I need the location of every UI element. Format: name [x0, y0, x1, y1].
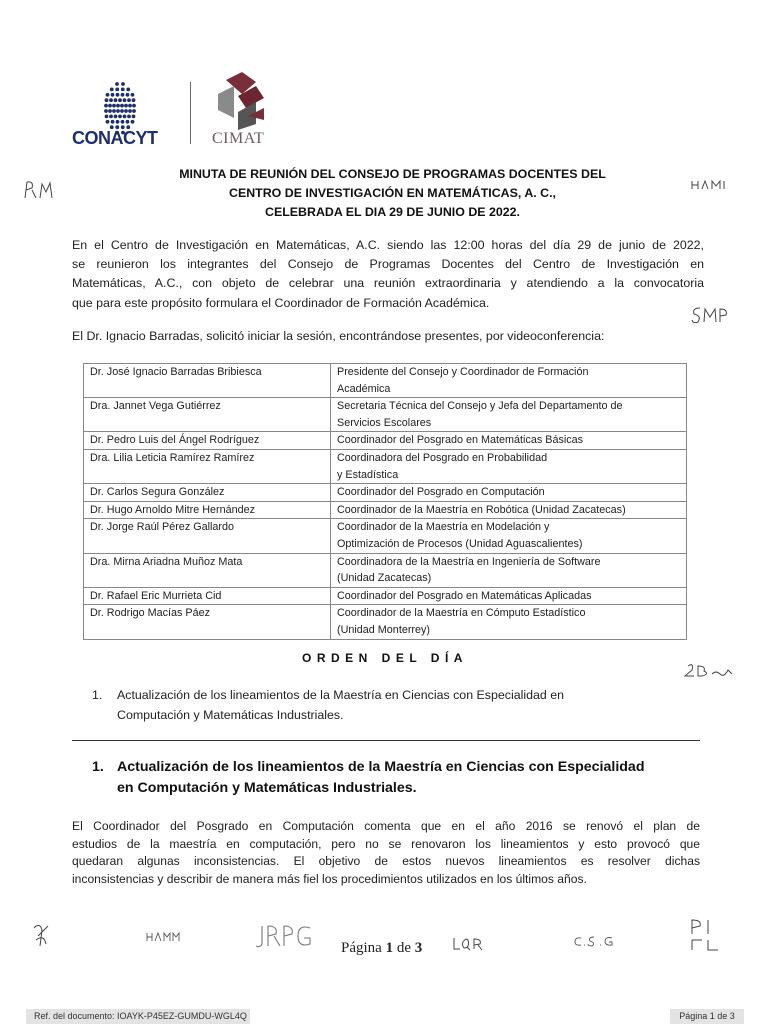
table-row — [84, 484, 687, 502]
logo-dot — [126, 88, 130, 92]
logo-dot — [126, 120, 130, 124]
section-title — [117, 757, 717, 799]
agenda-item-number: 1. — [92, 688, 103, 702]
member-role — [331, 553, 687, 587]
logo-dot — [116, 93, 120, 97]
member-name: Dra. Mirna Ariadna Muñoz Mata — [84, 553, 331, 587]
agenda-item-line: Actualización de los lineamientos de la Maestría en Ciencias con Especialidad en — [117, 688, 565, 702]
title-line-3: CELEBRADA EL DIA 29 DE JUNIO DE 2022. — [265, 205, 520, 219]
table-row — [84, 398, 687, 432]
member-role-line: Coordinador de la Maestría en Modelación y — [337, 521, 550, 534]
member-role-line: Secretaria Técnica del Consejo y Jefa del Departamento de — [337, 400, 623, 413]
intro-line: que para este propósito formulara el Coordinador de Formación Académica. — [72, 295, 490, 310]
member-role — [331, 519, 687, 553]
member-role — [331, 398, 687, 432]
signature-bottom-5 — [572, 933, 614, 949]
page-number: Página 1 de 3 — [341, 940, 423, 956]
member-role — [331, 484, 687, 502]
title-line-2: CENTRO DE INVESTIGACIÓN EN MATEMÁTICAS, A. C., — [229, 186, 556, 200]
member-name: Dr. Rafael Eric Murrieta Cid — [84, 587, 331, 605]
session-start-paragraph — [72, 327, 704, 346]
logo-dot — [116, 104, 120, 108]
logo-dot — [121, 82, 125, 86]
member-role-line: y Estadística — [337, 468, 399, 481]
logo-dot — [118, 115, 122, 119]
member-role-line: Coordinador del Posgrado en Matemáticas Básicas — [337, 434, 584, 447]
member-role-line: Coordinadora del Posgrado en Probabilidad — [337, 451, 548, 464]
logo-dot — [121, 88, 125, 92]
logo-dot — [132, 104, 136, 108]
cimat-logo-text: CIMAT — [212, 130, 265, 147]
member-name: Dr. José Ignacio Barradas Bribiesca — [84, 364, 331, 398]
intro-line: se reunieron los integrantes del Consejo de Programas Docentes del Centro de Investigación en — [72, 257, 704, 272]
section-title-line: Actualización de los lineamientos de la Maestría en Ciencias con Especialidad — [117, 759, 645, 775]
logo-dot — [109, 98, 113, 102]
table-row — [84, 587, 687, 605]
logo-dot — [108, 109, 112, 113]
logo-dot — [124, 104, 128, 108]
logo-dot — [121, 120, 125, 124]
logo-dot — [105, 115, 109, 119]
agenda-item-text — [117, 686, 677, 725]
section-1-body — [72, 818, 700, 888]
body-line: El Coordinador del Posgrado en Computación comenta que en el año 2016 se renovó el plan de — [72, 819, 700, 833]
table-row — [84, 449, 687, 483]
initials-signature-right-low — [682, 660, 738, 682]
table-row — [84, 553, 687, 587]
logo-dot — [109, 115, 113, 119]
member-name: Dr. Jorge Raúl Pérez Gallardo — [84, 519, 331, 553]
orden-del-dia-heading: ORDEN DEL DÍA — [302, 651, 468, 665]
footer-page-indicator: Página 1 de 3 — [670, 1009, 744, 1024]
document-title — [100, 165, 685, 222]
logo-dot — [114, 98, 118, 102]
section-number: 1. — [92, 759, 104, 775]
intro-line: Matemáticas, A.C., con objeto de celebrar una reunión extraordinaria y atendiendo a la convocatoria — [72, 276, 704, 291]
signature-bottom-4 — [452, 935, 486, 953]
member-name: Dr. Hugo Arnoldo Mitre Hernández — [84, 501, 331, 519]
logo-dot — [132, 98, 136, 102]
logo-dot — [120, 109, 124, 113]
member-role-line: Coordinador de la Maestría en Cómputo Estadístico — [337, 607, 586, 620]
logo-dot — [104, 104, 108, 108]
table-row — [84, 519, 687, 553]
logo-dot — [106, 93, 110, 97]
member-role-line: Coordinador del Posgrado en Computación — [337, 486, 545, 499]
member-role — [331, 364, 687, 398]
logo-dot — [106, 120, 110, 124]
table-row — [84, 501, 687, 519]
logo-dot — [127, 115, 131, 119]
member-role-line: Coordinador del Posgrado en Matemáticas Aplicadas — [337, 589, 592, 602]
logo-dot — [121, 93, 125, 97]
member-name: Dr. Carlos Segura González — [84, 484, 331, 502]
title-line-1: MINUTA DE REUNIÓN DEL CONSEJO DE PROGRAMAS DOCENTES DEL — [179, 167, 606, 181]
session-start-text: El Dr. Ignacio Barradas, solicitó iniciar la sesión, encontrándose presentes, por videoconferencia: — [72, 329, 605, 343]
member-role-line: (Unidad Monterrey) — [337, 623, 431, 636]
logo-dot — [128, 104, 132, 108]
table-row — [84, 364, 687, 398]
intro-paragraph — [72, 236, 704, 313]
signature-bottom-2 — [145, 931, 181, 943]
member-role-line: (Unidad Zacatecas) — [337, 572, 432, 585]
logo-dot — [116, 109, 120, 113]
intro-line: En el Centro de Investigación en Matemáticas, A.C. siendo las 12:00 horas del día 29 de junio de 2022, — [72, 238, 704, 252]
logo-dot — [123, 98, 127, 102]
section-title-line: en Computación y Matemáticas Industriales. — [117, 780, 417, 796]
logo-dot — [127, 98, 131, 102]
member-role — [331, 432, 687, 450]
footer-document-ref: Ref. del documento: IOAYK-P45EZ-GUMDU-WGL4Q — [26, 1009, 250, 1024]
member-role-line: Servicios Escolares — [337, 416, 432, 429]
conacyt-logo-text: CONACYT — [72, 128, 158, 148]
body-line: estudios de la maestría en computación, pero no se renovaron los lineamientos y esto provocó que — [72, 836, 700, 851]
member-name: Dr. Pedro Luis del Ángel Rodríguez — [84, 432, 331, 450]
members-table — [83, 363, 687, 640]
logo-dot — [111, 120, 115, 124]
logo-dot — [131, 120, 135, 124]
body-line: inconsistencias y describir de manera más fiel los procedimientos utilizados en los últimos años. — [72, 871, 587, 886]
member-role-line: Optimización de Procesos (Unidad Aguascalientes) — [337, 537, 583, 550]
agenda-item-line: Computación y Matemáticas Industriales. — [117, 707, 344, 722]
section-divider — [72, 740, 700, 741]
logo-dot — [112, 109, 116, 113]
logo-dot — [132, 109, 136, 113]
member-role — [331, 587, 687, 605]
logo-dot — [110, 88, 114, 92]
logo-divider — [190, 82, 191, 144]
logo-dot — [128, 109, 132, 113]
signature-bottom-6 — [688, 918, 722, 952]
logo-dot — [120, 104, 124, 108]
body-line: quedaran algunas inconsistencias. El objetivo de estos nuevos lineamientos es resolver dichas — [72, 854, 700, 869]
logo-dot — [104, 109, 108, 113]
logo-dot — [131, 93, 135, 97]
logo-dot — [118, 98, 122, 102]
initials-signature-right-top — [690, 177, 734, 193]
logo-dot — [108, 104, 112, 108]
cimat-logo-icon — [212, 72, 268, 132]
member-name: Dra. Jannet Vega Gutiérrez — [84, 398, 331, 432]
member-name: Dr. Rodrigo Macías Páez — [84, 605, 331, 639]
table-row — [84, 605, 687, 639]
logo-dot — [124, 109, 128, 113]
logo-dot — [116, 120, 120, 124]
logo-dot — [123, 115, 127, 119]
table-row — [84, 432, 687, 450]
logo-dot — [114, 115, 118, 119]
member-role — [331, 605, 687, 639]
logo-dot — [111, 93, 115, 97]
member-role — [331, 449, 687, 483]
logo-dot — [112, 104, 116, 108]
logo-dot — [115, 82, 119, 86]
logo-dot — [132, 115, 136, 119]
signature-bottom-1 — [30, 920, 54, 950]
initials-signature-right-mid — [690, 304, 730, 326]
signature-bottom-3 — [254, 922, 320, 952]
logo-dot — [115, 88, 119, 92]
member-role-line: Coordinador de la Maestría en Robótica (Unidad Zacatecas) — [337, 503, 626, 516]
member-name: Dra. Lilia Leticia Ramírez Ramírez — [84, 449, 331, 483]
initials-signature-left — [22, 178, 56, 202]
member-role-line: Académica — [337, 382, 391, 395]
member-role-line: Presidente del Consejo y Coordinador de Formación — [337, 366, 589, 378]
logo-dot — [105, 98, 109, 102]
member-role-line: Coordinadora de la Maestría en Ingeniería de Software — [337, 555, 601, 568]
logo-dot — [126, 93, 130, 97]
member-role — [331, 501, 687, 519]
